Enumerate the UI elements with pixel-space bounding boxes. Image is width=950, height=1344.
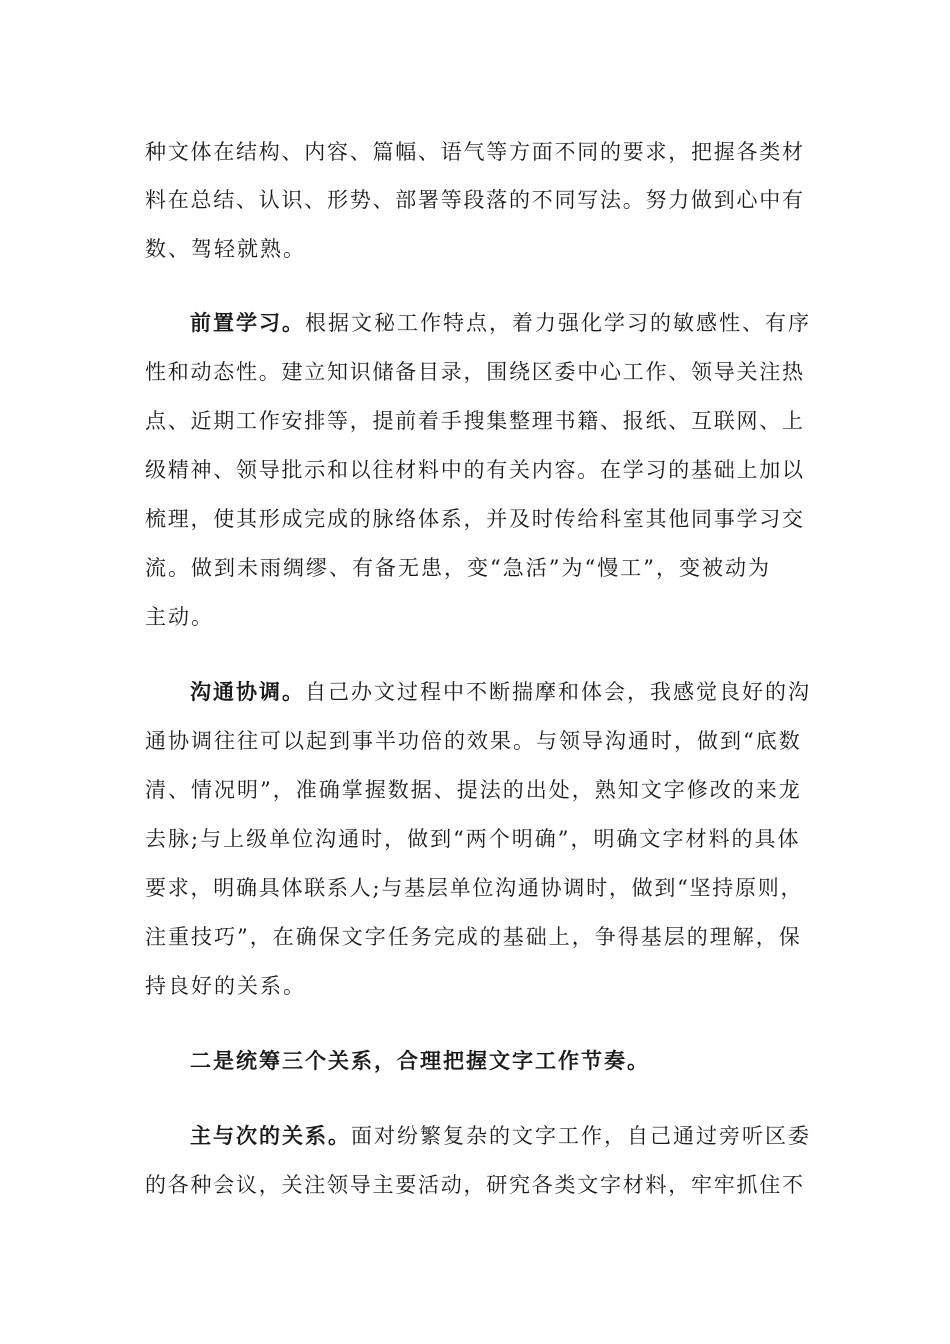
paragraph-line: 点、近期工作安排等，提前着手搜集整理书籍、报纸、互联网、上 [145,409,805,433]
paragraph-heading: 主与次的关系。 [190,1123,351,1148]
paragraph-text: 面对纷繁复杂的文字工作，自己通过旁听区委 [351,1124,811,1148]
paragraph-line: 清、情况明”，准确掌握数据、提法的出处，熟知文字修改的来龙 [145,778,802,802]
paragraph-line: 级精神、领导批示和以往材料中的有关内容。在学习的基础上加以 [145,458,805,482]
paragraph-line: 性和动态性。建立知识储备目录，围绕区委中心工作、领导关注热 [145,360,805,384]
paragraph-line: 流。做到未雨绸缪、有备无患，变“急活”为“慢工”，变被动为 [145,556,771,580]
paragraph-line: 种文体在结构、内容、篇幅、语气等方面不同的要求，把握各类材 [145,140,805,164]
paragraph-first-line [190,677,850,707]
paragraph-text: 自己办文过程中不断揣摩和体会，我感觉良好的沟 [305,680,811,704]
paragraph-heading: 前置学习。 [190,310,305,335]
paragraph-line: 持良好的关系。 [145,974,306,998]
section-heading: 二是统筹三个关系，合理把握文字工作节奏。 [190,1048,650,1073]
paragraph-line: 注重技巧”，在确保文字任务完成的基础上，争得基层的理解，保 [145,925,802,949]
paragraph-line: 料在总结、认识、形势、部署等段落的不同写法。努力做到心中有 [145,188,805,212]
paragraph-heading: 沟通协调。 [190,679,305,704]
paragraph-line: 要求，明确具体联系人;与基层单位沟通协调时，做到“坚持原则， [145,876,804,900]
paragraph-first-line [190,1121,850,1151]
paragraph-line: 的各种会议，关注领导主要活动，研究各类文字材料，牢牢抓住不 [145,1173,805,1197]
paragraph-line: 梳理，使其形成完成的脉络体系，并及时传给科室其他同事学习交 [145,507,805,531]
paragraph-first-line [190,308,850,338]
paragraph-line: 去脉;与上级单位沟通时，做到“两个明确”，明确文字材料的具体 [145,827,801,851]
paragraph-text: 根据文秘工作特点，着力强化学习的敏感性、有序 [305,311,811,335]
paragraph-line: 数、驾轻就熟。 [145,237,306,261]
paragraph-line: 通协调往往可以起到事半功倍的效果。与领导沟通时，做到“底数 [145,729,802,753]
paragraph-line: 主动。 [145,605,214,629]
